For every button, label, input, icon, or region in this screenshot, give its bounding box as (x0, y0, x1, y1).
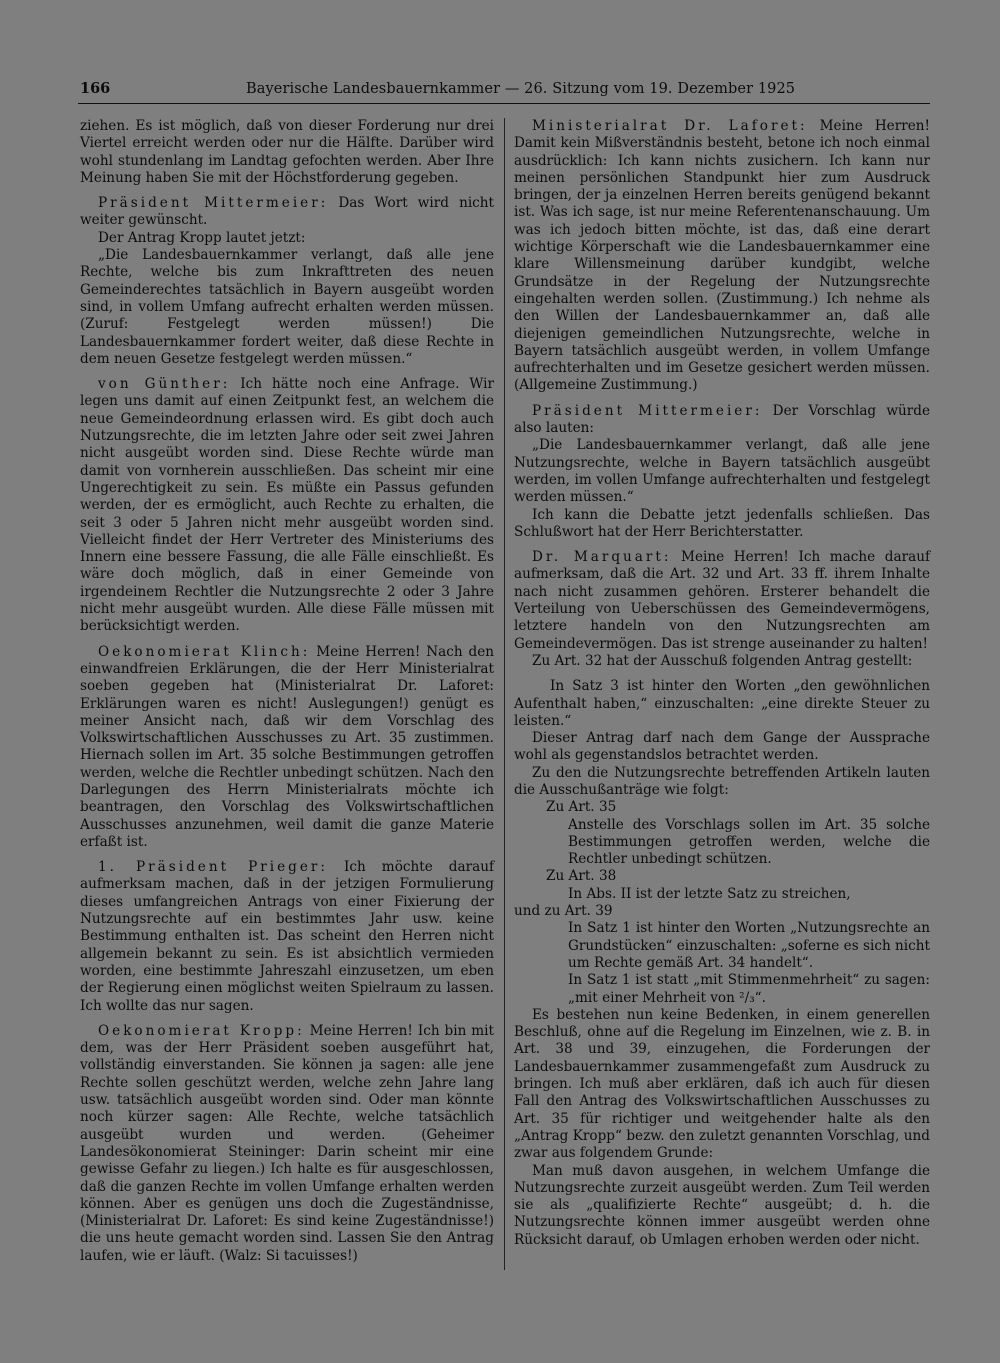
paragraph: Ministerialrat Dr. Laforet: Meine Herren! Damit kein Mißverständnis besteht, betone ich noch einmal ausdrücklich: Ich kann nichts zusichern. Ich kann nur meinen persönlichen Standpunkt hier zum Ausdruck bringen, der ja einzelnen Herren bereits genügend bekannt ist. Was ich sage, ist nur meine Referentenanschauung. Um was ich jedoch bitten möchte, ist das, daß eine derart wichtige Körperschaft wie die Landesbauernkammer eine klare Willensmeinung darüber kundgibt, welche Grundsätze in der Regelung der Nutzungsrechte eingehalten werden sollen. (Zustimmung.) Ich nehme als den Willen der Landesbauernkammer an, daß alle diejenigen gemeindlichen Nutzungsrechte, welche in Bayern tatsächlich ausgeübt werden, in vollem Umfange aufrechterhalten und im Gesetze gesichert werden müssen. (Allgemeine Zustimmung.) (514, 118, 930, 394)
page-header (78, 78, 930, 100)
speaker-name: Präsident Mittermeier: (532, 402, 763, 419)
paragraph: Präsident Mittermeier: Der Vorschlag würde also lauten: (514, 402, 931, 437)
paragraph: Zu Art. 32 hat der Ausschuß folgenden Antrag gestellt: (532, 652, 913, 669)
speaker-name: 1. Präsident Prieger: (98, 859, 328, 876)
paragraph: Ich kann die Debatte jetzt jedenfalls schließen. Das Schlußwort hat der Herr Berichterstatter. (514, 506, 930, 540)
quoted-motion: „Die Landesbauernkammer verlangt, daß alle jene Rechte, welche bis zum Inkrafttreten des neuen Gemeinderechtes tatsächlich in Bayern ausgeübt worden sind, in vollem Umfang aufrecht erhalten werden müssen. (Zuruf: Festgelegt werden müssen!) Die Landesbauernkammer fordert weiter, daß diese Rechte in dem neuen Gesetze festgelegt werden müssen.“ (80, 247, 494, 367)
column-divider (504, 118, 505, 1270)
paragraph: Oekonomierat Klinch: Meine Herren! Nach den einwandfreien Erklärungen, die der Herr Ministerialrat soeben gegeben hat (Ministerialrat Dr. Laforet: Erklärungen waren es nicht! Auslegungen!) genügt es meiner Ansicht nach, daß wir dem Vorschlag des Volkswirtschaftlichen Ausschusses zu Art. 35 zustimmen. Hiernach sollen im Art. 35 solche Bestimmungen getroffen werden, welche die Rechtler unbedingt schützen. Nach den Darlegungen des Herrn Ministerialrats möchte ich beantragen, den Vorschlag des Volkswirtschaftlichen Ausschusses anzunehmen, weil damit die ganze Materie erfaßt ist. (80, 643, 494, 850)
motion-text: Anstelle des Vorschlags sollen im Art. 35 solche Bestimmungen getroffen werden, welche die Rechtler unbedingt schützen. (568, 816, 930, 868)
article-label: Zu Art. 38 (546, 868, 617, 885)
motion-text: In Satz 1 ist statt „mit Stimmenmehrheit“ zu sagen: „mit einer Mehrheit von ²/₃“. (568, 972, 930, 1006)
paragraph: Der Antrag Kropp lautet jetzt: (98, 229, 306, 246)
page-number: 166 (80, 80, 111, 97)
speaker-name: Präsident Mittermeier: (98, 195, 329, 212)
speaker-name: Oekonomierat Klinch: (98, 643, 311, 660)
paragraph: 1. Präsident Prieger: Ich möchte darauf aufmerksam machen, daß in der jetzigen Formulierung dieses umfangreichen Antrags von einer Fixierung der Nutzungsrechte auf ein bestimmtes Jahr usw. keine Bestimmung enthalten ist. Das scheint den Herren nicht allgemein bekannt zu sein. Es ist absichtlich vermieden worden, eine bestimmte Jahreszahl einzusetzen, um eben der Regierung einen möglichst weiten Spielraum zu lassen. Ich wollte das nur sagen. (80, 859, 494, 1014)
speaker-name: von Günther: (98, 376, 231, 393)
speaker-name: Ministerialrat Dr. Laforet: (532, 118, 808, 134)
paragraph: Dr. Marquart: Meine Herren! Ich mache darauf aufmerksam, daß die Art. 32 und Art. 33 ff. ihrem Inhalte nach nicht zusammen gehören. Ersterer behandelt die Verteilung von Ueberschüssen des Gemeindevermögens, letztere handeln von den Nutzungsrechten am Gemeindevermögen. Das ist strenge auseinander zu halten! (514, 549, 930, 652)
speaker-name: Oekonomierat Kropp: (98, 1022, 305, 1039)
article-label: Zu Art. 35 (546, 799, 617, 816)
article-label: und zu Art. 39 (514, 903, 613, 920)
paragraph: von Günther: Ich hätte noch eine Anfrage. Wir legen uns damit auf einen Zeitpunkt fest, an welchem die neue Gemeindeordnung erlassen wird. Es gibt doch auch Nutzungsrechte, die im letzten Jahre oder seit zwei Jahren nicht ausgeübt worden sind. Diese Rechte würde man damit von vornherein ausschließen. Das scheint mir eine Ungerechtigkeit zu sein. Es müßte ein Passus gefunden werden, der es ermöglicht, auch Rechte zu erhalten, die seit 3 oder 5 Jahren nicht mehr ausgeübt worden sind. Vielleicht findet der Herr Vertreter des Ministeriums des Innern eine bessere Fassung, die alle Fälle einschließt. Es wäre doch möglich, daß in einer Gemeinde von irgendeinem Rechtler die Nutzungsrechte 2 oder 3 Jahre nicht mehr ausgeübt wurden. Alle diese Fälle müssen mit berücksichtigt werden. (80, 376, 494, 635)
paragraph: Dieser Antrag darf nach dem Gange der Aussprache wohl als gegenstandslos betrachtet werden. (514, 730, 930, 764)
paragraph: Oekonomierat Kropp: Meine Herren! Ich bin mit dem, was der Herr Präsident soeben ausgeführt hat, vollständig einverstanden. Sie können ja sagen: alle jene Rechte sollen geschützt werden, welche zehn Jahre lang usw. tatsächlich ausgeübt worden sind. Oder man könnte noch kürzer sagen: Alle Rechte, welche tatsächlich ausgeübt wurden und werden. (Geheimer Landesökonomierat Steininger: Darin scheint mir eine gewisse Gefahr zu liegen.) Ich halte es für ausgeschlossen, daß die ganzen Rechte im vollen Umfange erhalten werden können. Aber es genügen uns doch die Zugeständnisse, (Ministerialrat Dr. Laforet: Es sind keine Zugeständnisse!) die uns heute gemacht worden sind. Lassen Sie den Antrag laufen, wie er läuft. (Walz: Si tacuisses!) (80, 1022, 494, 1264)
paragraph: ziehen. Es ist möglich, daß von dieser Forderung nur drei Viertel erreicht werden oder nur die Hälfte. Darüber wird wohl stundenlang im Landtag gefochten werden. Aber Ihre Meinung haben Sie mit der Höchstforderung gegeben. (80, 118, 494, 186)
running-title: Bayerische Landesbauernkammer — 26. Sitzung vom 19. Dezember 1925 (246, 81, 796, 97)
motion-text: In Satz 1 ist hinter den Worten „Nutzungsrechte an Grundstücken“ einzuschalten: „soferne es sich nicht um Rechte gemäß Art. 34 handelt“. (568, 920, 930, 971)
paragraph: Man muß davon ausgehen, in welchem Umfange die Nutzungsrechte zurzeit ausgeübt werden. Zum Teil werden sie als „qualifizierte Rechte“ ausgeübt; d. h. die Nutzungsrechte können immer ausgeübt werden ohne Rücksicht darauf, ob Umlagen erhoben werden oder nicht. (514, 1162, 930, 1248)
motion-text: In Satz 3 ist hinter den Worten „den gewöhnlichen Aufenthalt haben,“ einzuschalten: „eine direkte Steuer zu leisten.“ (514, 678, 930, 729)
left-column (80, 118, 494, 1265)
paragraph: Es bestehen nun keine Bedenken, in einem generellen Beschluß, ohne auf die Regelung im Einzelnen, wie z. B. in Art. 38 und 39, einzugehen, die Forderungen der Landesbauernkammer zusammengefaßt zum Ausdruck zu bringen. Ich muß aber erklären, daß ich auch für diesen Fall den Antrag des Volkswirtschaftlichen Ausschusses zu Art. 35 für richtiger und weitgehender halte als den „Antrag Kropp“ bezw. den zuletzt genannten Vorschlag, und zwar aus folgendem Grunde: (514, 1006, 930, 1162)
speaker-name: Dr. Marquart: (532, 549, 672, 566)
motion-text: In Abs. II ist der letzte Satz zu streichen, (568, 885, 851, 902)
paragraph: Präsident Mittermeier: Das Wort wird nicht weiter gewünscht. (80, 195, 495, 229)
header-rule (78, 103, 930, 104)
paragraph: Zu den die Nutzungsrechte betreffenden Artikeln lauten die Ausschußanträge wie folgt: (514, 764, 930, 798)
right-column (514, 118, 930, 1249)
quoted-motion: „Die Landesbauernkammer verlangt, daß alle jene Nutzungsrechte, welche in Bayern tatsächlich ausgeübt werden, im vollen Umfange aufrechterhalten und festgelegt werden müssen.“ (514, 437, 930, 506)
